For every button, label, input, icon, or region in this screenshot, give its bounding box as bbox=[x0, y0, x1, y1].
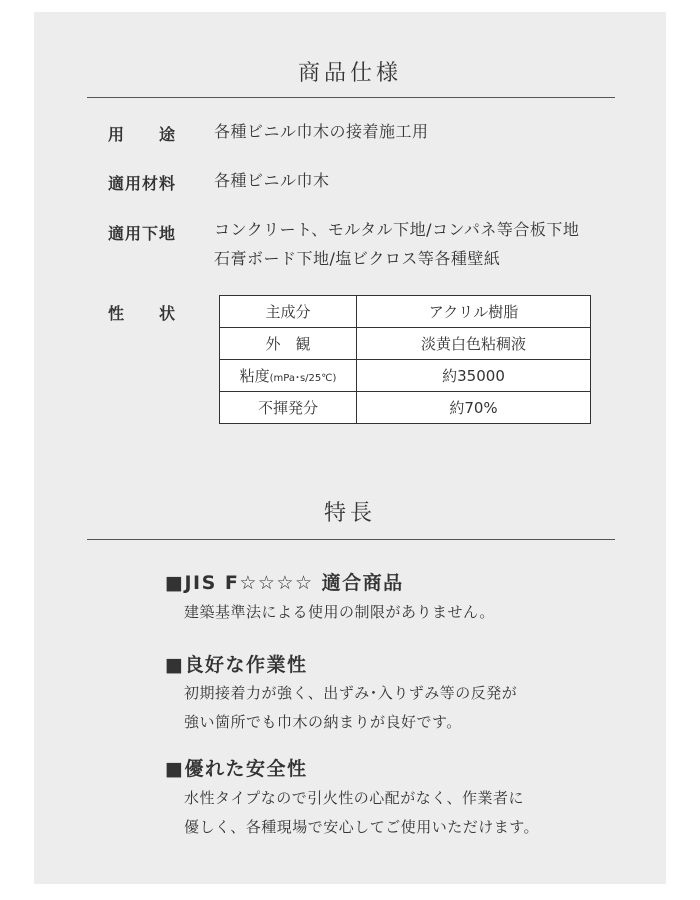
property-key: 主成分 bbox=[220, 296, 357, 328]
spec-value-substrate bbox=[214, 215, 579, 273]
properties-table bbox=[219, 295, 591, 424]
content-panel bbox=[34, 12, 666, 884]
spec-value-materials: 各種ビニル巾木 bbox=[214, 171, 330, 190]
spec-label-substrate: 適用下地 bbox=[108, 224, 177, 243]
features-title-divider bbox=[87, 539, 615, 540]
property-value: 約70% bbox=[357, 392, 591, 424]
feature-line: 優しく、各種現場で安心してご使用いただけます。 bbox=[184, 818, 540, 836]
table-row bbox=[220, 392, 591, 424]
feature-description bbox=[184, 598, 495, 627]
spec-substrate-line: 石膏ボード下地/塩ビクロス等各種壁紙 bbox=[214, 249, 501, 268]
feature-line: 強い箇所でも巾木の納まりが良好です。 bbox=[184, 713, 462, 731]
spec-label-properties: 性 状 bbox=[108, 304, 177, 323]
table-row bbox=[220, 296, 591, 328]
feature-line: 初期接着力が強く、出ずみ･入りずみ等の反発が bbox=[184, 684, 518, 702]
feature-description bbox=[184, 679, 517, 737]
feature-heading: ■良好な作業性 bbox=[165, 654, 308, 676]
features-section-title: 特長 bbox=[323, 501, 376, 526]
property-value: アクリル樹脂 bbox=[357, 296, 591, 328]
property-value: 淡黄白色粘稠液 bbox=[357, 328, 591, 360]
feature-heading: ■優れた安全性 bbox=[165, 758, 308, 780]
spec-label-usage: 用 途 bbox=[108, 125, 177, 144]
feature-line: 建築基準法による使用の制限がありません。 bbox=[184, 603, 495, 621]
viscosity-label: 粘度 bbox=[239, 367, 270, 385]
spec-value-usage: 各種ビニル巾木の接着施工用 bbox=[214, 122, 429, 141]
property-key bbox=[220, 360, 357, 392]
feature-line: 水性タイプなので引火性の心配がなく、作業者に bbox=[184, 789, 524, 807]
table-row bbox=[220, 328, 591, 360]
spec-section-title: 商品仕様 bbox=[297, 61, 402, 86]
viscosity-unit: (mPa･s/25℃) bbox=[269, 373, 337, 384]
property-value: 約35000 bbox=[357, 360, 591, 392]
feature-description bbox=[184, 784, 539, 842]
spec-substrate-line: コンクリート、モルタル下地/コンパネ等合板下地 bbox=[214, 220, 580, 239]
property-key: 不揮発分 bbox=[220, 392, 357, 424]
spec-label-materials: 適用材料 bbox=[108, 174, 177, 193]
property-key: 外 観 bbox=[220, 328, 357, 360]
table-row bbox=[220, 360, 591, 392]
feature-heading: ■JIS F☆☆☆☆ 適合商品 bbox=[165, 572, 404, 594]
spec-title-divider bbox=[87, 97, 615, 98]
